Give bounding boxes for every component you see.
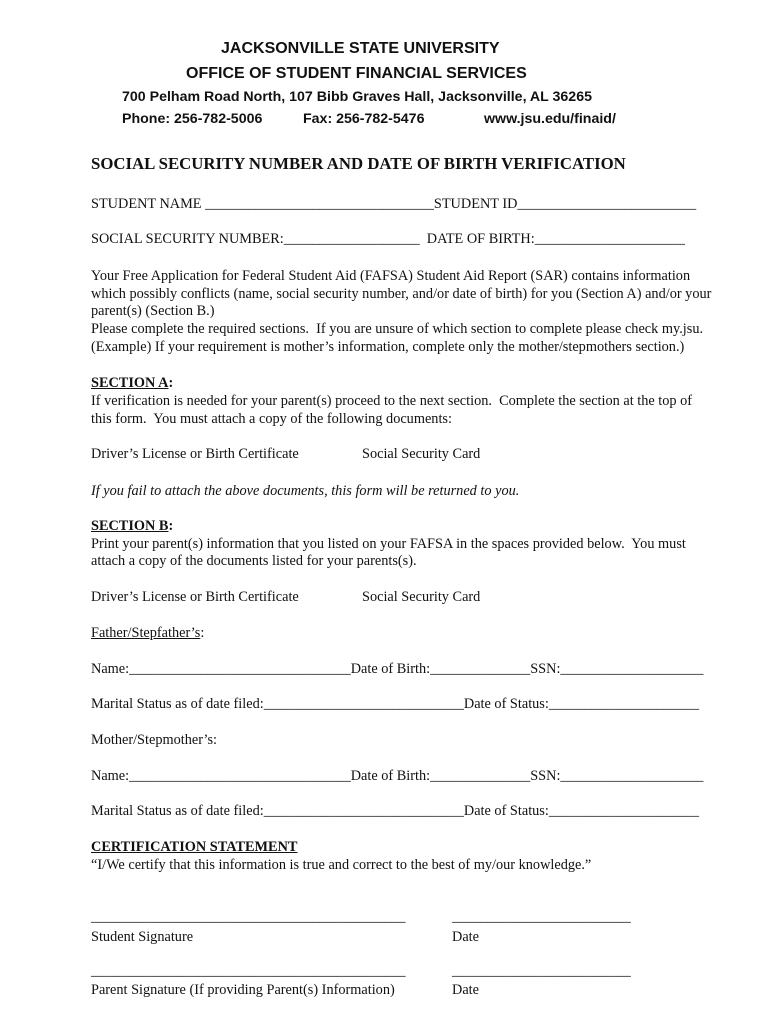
section-b-doc-license: Driver’s License or Birth Certificate: [91, 589, 299, 605]
mother-marital-row: [91, 802, 699, 820]
intro-line-4: Please complete the required sections. If you are unsure of which section to complete please check my.jsu.: [91, 321, 704, 337]
father-name-label: Name:: [91, 661, 130, 677]
section-a-line-1: If verification is needed for your parent(s) proceed to the next section. Complete the section at the top of: [91, 393, 693, 409]
parent-signature-line[interactable]: ____________________________________________: [91, 963, 406, 979]
section-b-title: SECTION B: [91, 518, 169, 534]
mother-ssn-label: SSN:: [530, 768, 561, 784]
student-dob-field[interactable]: _____________________: [534, 231, 685, 247]
mother-status-date-label: Date of Status:: [463, 803, 549, 819]
section-b-colon: :: [168, 518, 174, 534]
father-dob-field[interactable]: ______________: [430, 661, 531, 677]
intro-line-1: Your Free Application for Federal Student Aid (FAFSA) Student Aid Report (SAR) contains information: [91, 268, 691, 284]
parent-signature-label: Parent Signature (If providing Parent(s) Information): [91, 982, 395, 998]
mother-marital-label: Marital Status as of date filed:: [91, 803, 264, 819]
office-phone: Phone: 256-782-5006: [122, 111, 263, 127]
mother-name-label: Name:: [91, 768, 130, 784]
student-date-label: Date: [452, 929, 479, 945]
father-status-date-field[interactable]: _____________________: [548, 696, 699, 712]
section-a-warning: If you fail to attach the above documents, this form will be returned to you.: [91, 483, 520, 499]
mother-status-date-field[interactable]: _____________________: [548, 803, 699, 819]
father-marital-label: Marital Status as of date filed:: [91, 696, 264, 712]
father-name-row: [91, 660, 703, 678]
mother-name-field[interactable]: _______________________________: [129, 768, 351, 784]
office-name: OFFICE OF STUDENT FINANCIAL SERVICES: [186, 65, 527, 82]
section-b-heading: [91, 517, 173, 535]
mother-ssn-field[interactable]: ____________________: [560, 768, 704, 784]
university-name: JACKSONVILLE STATE UNIVERSITY: [221, 40, 500, 57]
mother-name-row: [91, 767, 703, 785]
section-a-doc-ssn-card: Social Security Card: [362, 446, 481, 462]
student-ssn-field[interactable]: ___________________: [283, 231, 420, 247]
student-id-label: STUDENT ID: [433, 196, 518, 212]
section-a-doc-license: Driver’s License or Birth Certificate: [91, 446, 299, 462]
parent-date-label: Date: [452, 982, 479, 998]
father-marital-row: [91, 695, 699, 713]
section-b-line-1: Print your parent(s) information that you listed on your FAFSA in the spaces provided below. You must: [91, 536, 686, 552]
section-b-line-2: attach a copy of the documents listed for your parents(s).: [91, 553, 417, 569]
certification-statement: “I/We certify that this information is true and correct to the best of my/our knowledge.”: [91, 857, 592, 873]
student-id-field[interactable]: _________________________: [517, 196, 697, 212]
student-name-field[interactable]: ________________________________: [205, 196, 434, 212]
father-heading: [91, 624, 204, 642]
section-a-title: SECTION A: [91, 375, 169, 391]
father-marital-field[interactable]: ____________________________: [263, 696, 464, 712]
father-dob-label: Date of Birth:: [350, 661, 431, 677]
father-colon: :: [200, 625, 205, 641]
student-name-label: STUDENT NAME: [91, 196, 202, 212]
intro-line-5: (Example) If your requirement is mother’s information, complete only the mother/stepmothers section.): [91, 339, 685, 355]
parent-date-line[interactable]: _________________________: [452, 963, 631, 979]
certification-heading: CERTIFICATION STATEMENT: [91, 839, 298, 855]
father-ssn-field[interactable]: ____________________: [560, 661, 704, 677]
student-ssn-label: SOCIAL SECURITY NUMBER:: [91, 231, 284, 247]
section-a-colon: :: [168, 375, 174, 391]
student-signature-line[interactable]: ____________________________________________: [91, 909, 406, 925]
student-dob-label: DATE OF BIRTH:: [426, 231, 535, 247]
section-a-line-2: this form. You must attach a copy of the following documents:: [91, 411, 452, 427]
father-status-date-label: Date of Status:: [463, 696, 549, 712]
father-ssn-label: SSN:: [530, 661, 561, 677]
father-name-field[interactable]: _______________________________: [129, 661, 351, 677]
mother-marital-field[interactable]: ____________________________: [263, 803, 464, 819]
office-address: 700 Pelham Road North, 107 Bibb Graves Hall, Jacksonville, AL 36265: [122, 89, 592, 105]
section-a-heading: [91, 374, 173, 392]
mother-dob-field[interactable]: ______________: [430, 768, 531, 784]
section-b-doc-ssn-card: Social Security Card: [362, 589, 481, 605]
student-signature-label: Student Signature: [91, 929, 194, 945]
student-ssn-row: [91, 230, 685, 248]
intro-line-2: which possibly conflicts (name, social security number, and/or date of birth) for you (Section A) and/or your: [91, 286, 712, 302]
mother-label: Mother/Stepmother’s:: [91, 732, 218, 748]
mother-dob-label: Date of Birth:: [350, 768, 431, 784]
intro-line-3: parent(s) (Section B.): [91, 303, 215, 319]
form-title: SOCIAL SECURITY NUMBER AND DATE OF BIRTH VERIFICATION: [91, 154, 626, 173]
office-fax: Fax: 256-782-5476: [303, 111, 425, 127]
father-label: Father/Stepfather’s: [91, 625, 201, 641]
student-name-row: [91, 195, 696, 213]
office-website: www.jsu.edu/finaid/: [484, 111, 616, 127]
student-date-line[interactable]: _________________________: [452, 909, 631, 925]
